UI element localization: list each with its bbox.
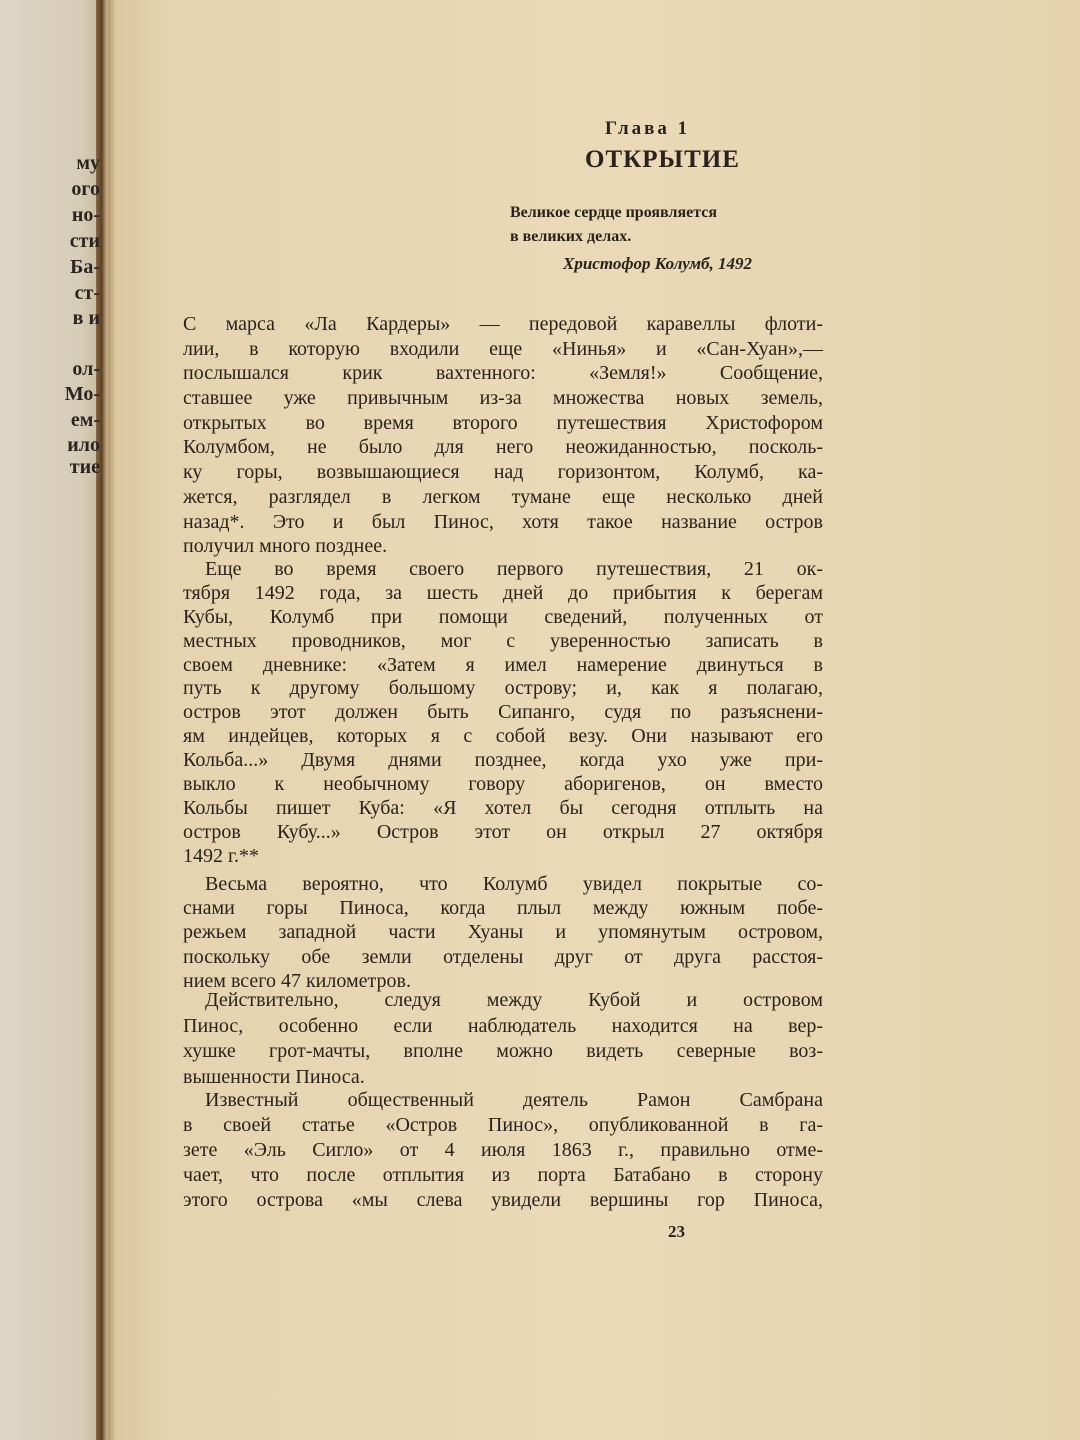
text-line: снами горы Пиноса, когда плыл между южным побе- [183,897,823,920]
text-line: послышался крик вахтенного: «Земля!» Сообщение, [183,362,823,385]
text-line: назад*. Это и был Пинос, хотя такое название остров [183,510,823,533]
text-line: ку горы, возвышающиеся над горизонтом, Колумб, ка- [183,461,823,484]
text-line: 1492 г.** [183,844,259,867]
text-line: Кольбы пишет Куба: «Я хотел бы сегодня отплыть на [183,796,823,819]
text-line: нием всего 47 километров. [183,969,411,992]
text-line: режьем западной части Хуаны и упомянутым островом, [183,921,823,944]
text-line: С марса «Ла Кардеры» — передовой каравеллы флоти- [183,313,823,335]
text-line: получил много позднее. [183,535,388,558]
text-line: выкло к необычному говору аборигенов, он вместо [183,773,823,796]
text-line: Действительно, следуя между Кубой и островом [205,989,823,1011]
text-line: открытых во время второго путешествия Христофором [183,411,823,434]
text-line: остров этот должен быть Сипанго, судя по разъяснени- [183,701,823,724]
text-line: этого острова «мы слева увидели вершины гор Пиноса, [183,1189,823,1211]
text-line: лии, в которую входили еще «Нинья» и «Сан-Хуан»,— [183,337,823,360]
text-line: Еще во время своего первого путешествия, 21 ок- [205,558,823,580]
page-number: 23 [668,1222,685,1241]
epigraph-line: в великих делах. [510,228,632,245]
text-line: остров Кубу...» Остров этот он открыл 27 октября [183,820,823,843]
text-line: хушке грот-мачты, вполне можно видеть северные воз- [183,1040,823,1062]
left-page-line: ст- [74,282,100,304]
text-line: тября 1492 года, за шесть дней до прибытия к берегам [183,581,823,604]
text-line: местных проводников, мог с уверенностью записать в [183,629,823,652]
text-line: путь к другому большому острову; и, как я полагаю, [183,677,823,700]
text-line: Кубы, Колумб при помощи сведений, полученных от [183,605,823,628]
left-page-line: тие [69,456,100,478]
left-page-line: му [76,152,100,174]
chapter-title: ОТКРЫТИЕ [585,146,740,173]
text-line: в своей статье «Остров Пинос», опубликованной в га- [183,1114,823,1136]
left-page-line: ило [67,434,100,456]
paragraph [183,1088,823,1213]
paragraph [183,558,823,869]
text-line: Колумбом, не было для него неожиданностью, посколь- [183,436,823,459]
left-page-line: ем- [70,409,100,431]
paragraph [183,312,823,559]
text-line: Известный общественный деятель Рамон Самбрана [205,1089,823,1111]
text-line: ставшее уже привычным из-за множества новых земель, [183,387,823,410]
epigraph-author: Христофор Колумб, 1492 [563,254,752,273]
left-page-line: ого [71,178,100,200]
epigraph-line: Великое сердце проявляется [510,204,718,221]
text-line: зете «Эль Сигло» от 4 июля 1863 г., правильно отме- [183,1139,823,1161]
paragraph [183,872,823,993]
left-page-line: сти [69,230,100,252]
left-page-line: Ба- [70,256,100,278]
paragraph [183,988,823,1090]
left-page-line: но- [71,204,100,226]
left-page-line: Мо- [64,383,100,405]
text-line: Кольба...» Двумя днями позднее, когда ухо уже при- [183,749,823,772]
text-line: своем дневнике: «Затем я имел намерение двинуться в [183,653,823,676]
left-page-line: в и [72,307,100,329]
page-edge-shadow [108,0,116,1440]
text-line: поскольку обе земли отделены друг от друга расстоя- [183,945,823,968]
text-line: чает, что после отплытия из порта Батабано в сторону [183,1164,823,1186]
chapter-label: Глава 1 [605,118,691,139]
text-line: жется, разглядел в легком тумане еще несколько дней [183,485,823,508]
text-line: ям индейцев, которых я с собой везу. Они называют его [183,725,823,748]
text-line: Пинос, особенно если наблюдатель находится на вер- [183,1014,823,1037]
text-line: Весьма вероятно, что Колумб увидел покрытые со- [205,873,823,895]
left-page-line: ол- [72,358,100,380]
text-line: вышенности Пиноса. [183,1065,365,1088]
